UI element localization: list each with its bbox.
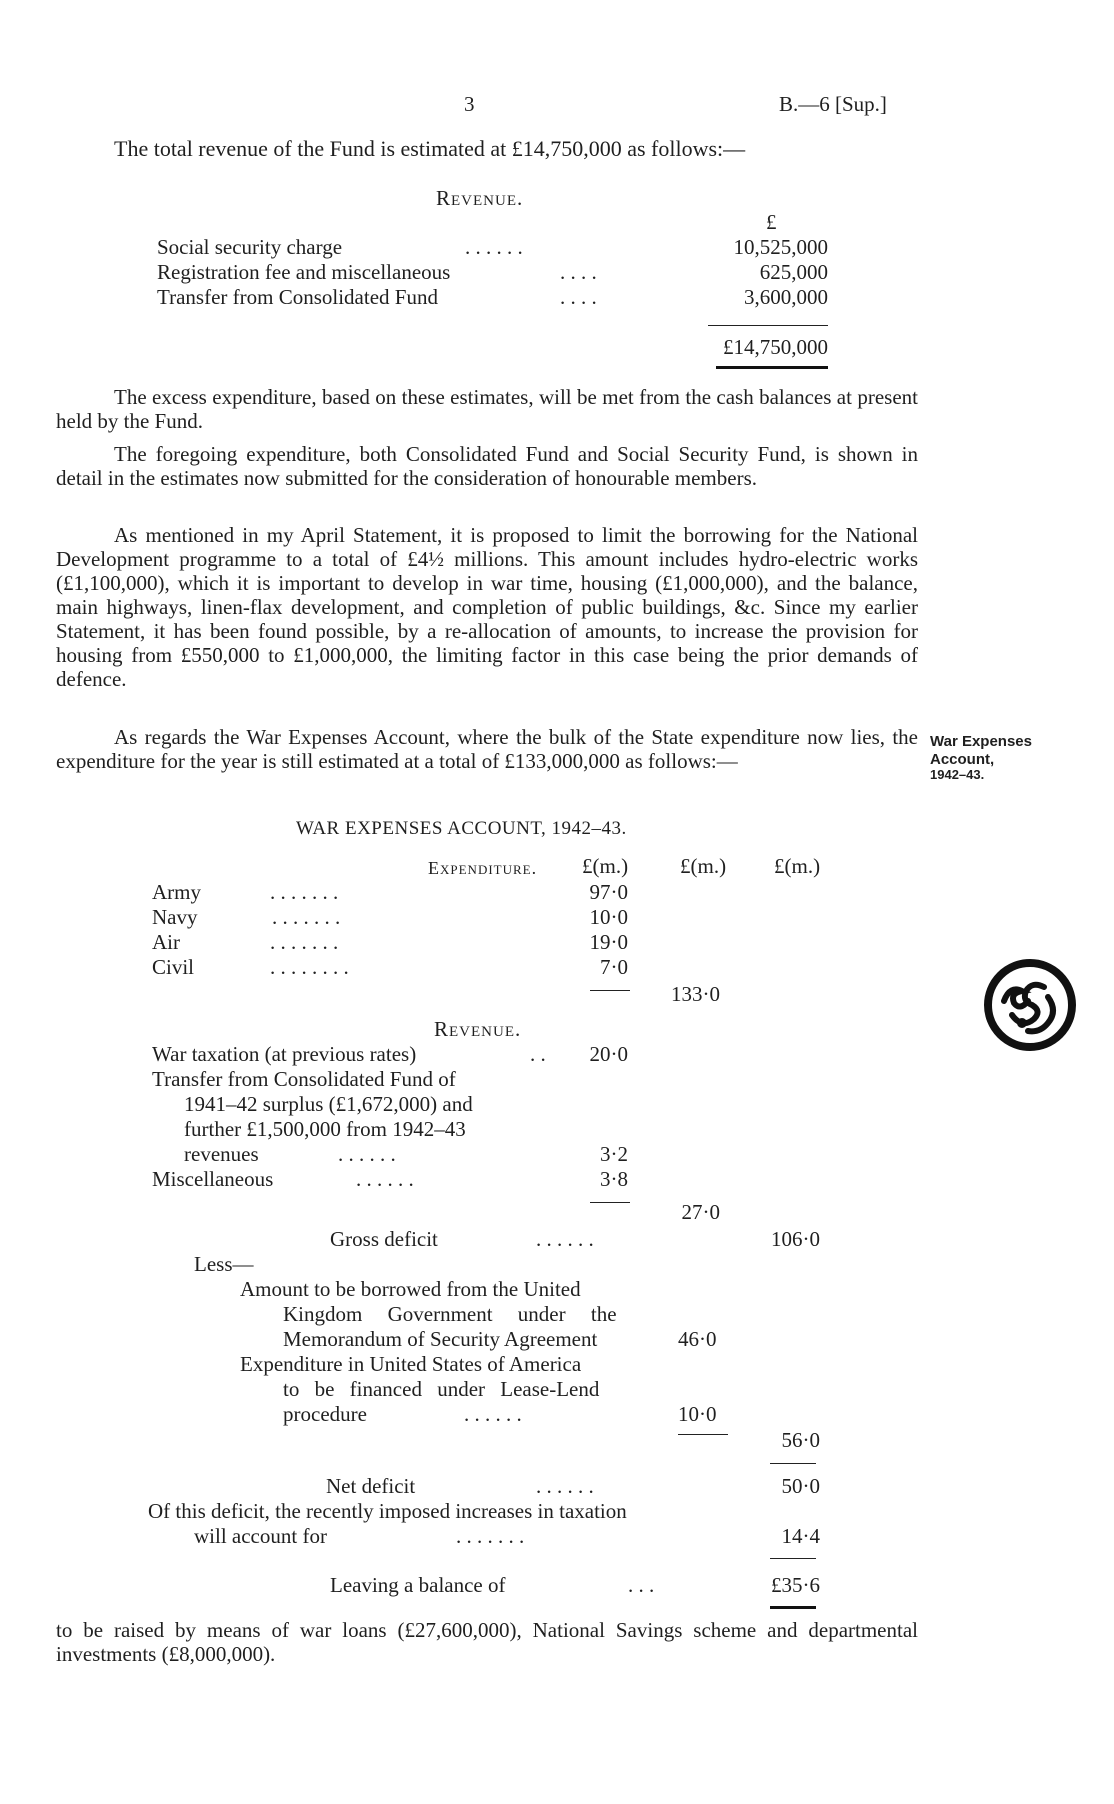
- net-deficit-label: Net deficit: [326, 1474, 416, 1498]
- revenue-value: 3·2: [600, 1142, 628, 1166]
- balance-rule: [770, 1606, 816, 1609]
- deficit-share-label: Of this deficit, the recently imposed increases in taxation: [148, 1499, 627, 1523]
- leader-dots: . . . . . .: [536, 1474, 594, 1498]
- margin-note-line: 1942–43.: [930, 767, 985, 782]
- war-revenue-heading: Revenue.: [434, 1017, 522, 1041]
- leader-dots: . . . . . . .: [270, 930, 339, 954]
- revenue-label: War taxation (at previous rates): [152, 1042, 417, 1066]
- expenditure-value: 19·0: [589, 930, 628, 954]
- leader-dots: . . . . . . .: [272, 905, 341, 929]
- deduction-label-continued: Kingdom Government under the: [283, 1302, 617, 1326]
- expenditure-value: 97·0: [589, 880, 628, 904]
- revenue-total-rule: [716, 366, 828, 369]
- deficit-share-rule: [770, 1558, 816, 1559]
- leader-dots: . . . . . . .: [270, 880, 339, 904]
- revenue-label: Transfer from Consolidated Fund of: [152, 1067, 456, 1091]
- less-label: Less—: [194, 1252, 254, 1276]
- paragraph-national-development: As mentioned in my April Statement, it is proposed to limit the borrowing for the National Development programme to a total of £4½ millions. This amount includes hydro-electric works (£1,100,000), which it is important to develop in war time, housing (£1,000,000), and the balance, main highways, linen-flax development, and completion of public buildings, &c. Since my earlier Statement, it has been found possible, by a re-allocation of amounts, to increase the provision for housing from £550,000 to £1,000,000, the limiting factor in this case being the prior demands of defence.: [56, 523, 918, 691]
- leader-dots: . .: [530, 1042, 546, 1066]
- revenue-row-label: Transfer from Consolidated Fund: [157, 285, 438, 309]
- paragraph-war-expenses: As regards the War Expenses Account, where the bulk of the State expenditure now lies, the expenditure for the year is still estimated at a total of £133,000,000 as follows:—: [56, 725, 918, 773]
- war-table-title: WAR EXPENSES ACCOUNT, 1942–43.: [296, 818, 627, 839]
- deficit-share-label-continued: will account for: [194, 1524, 327, 1548]
- revenue-subtotal-rule: [708, 325, 828, 326]
- expenditure-heading: Expenditure.: [428, 858, 538, 878]
- seal-emblem: [982, 957, 1078, 1053]
- revenue-label-continued: revenues: [184, 1142, 259, 1166]
- less-total: 56·0: [781, 1428, 820, 1452]
- leader-dots: . . . . . .: [356, 1167, 414, 1191]
- revenue-row-amount: 3,600,000: [744, 285, 828, 309]
- intro-line: The total revenue of the Fund is estimated at £14,750,000 as follows:—: [114, 136, 746, 161]
- expenditure-total: 133·0: [671, 982, 720, 1006]
- balance-label: Leaving a balance of: [330, 1573, 506, 1597]
- expenditure-label: Air: [152, 930, 180, 954]
- expenditure-value: 10·0: [589, 905, 628, 929]
- deduction-label-continued: procedure: [283, 1402, 367, 1426]
- less-total-rule: [770, 1463, 816, 1464]
- revenue-row-label: Registration fee and miscellaneous: [157, 260, 451, 284]
- revenue-row-leader: . . . .: [560, 285, 597, 309]
- leader-dots: . . . . . .: [536, 1227, 594, 1251]
- revenue-row-leader: . . . . . .: [465, 235, 523, 259]
- deduction-label: Expenditure in United States of America: [240, 1352, 582, 1376]
- deduction-label-continued: to be financed under Lease-Lend: [283, 1377, 600, 1401]
- balance-value: £35·6: [771, 1573, 820, 1597]
- expenditure-value: 7·0: [600, 955, 628, 979]
- deficit-share-value: 14·4: [781, 1524, 820, 1548]
- leader-dots: . . . . . .: [338, 1142, 396, 1166]
- paragraph-foregoing-expenditure: The foregoing expenditure, both Consolidated Fund and Social Security Fund, is shown in detail in the estimates now submitted for the consideration of honourable members.: [56, 442, 918, 490]
- paragraph-excess-expenditure: The excess expenditure, based on these estimates, will be met from the cash balances at present held by the Fund.: [56, 385, 918, 433]
- revenue-total-value: 27·0: [681, 1200, 720, 1224]
- margin-note: [930, 734, 1080, 781]
- net-deficit-value: 50·0: [781, 1474, 820, 1498]
- revenue-row-label: Social security charge: [157, 235, 343, 259]
- deduction-value: 46·0: [678, 1327, 717, 1351]
- revenue-heading: Revenue.: [436, 186, 524, 210]
- expenditure-rule: [590, 990, 630, 991]
- deduction-label-continued: Memorandum of Security Agreement: [283, 1327, 598, 1351]
- leader-dots: . . .: [628, 1573, 655, 1597]
- gross-deficit-label: Gross deficit: [330, 1227, 438, 1251]
- leader-dots: . . . . . .: [464, 1402, 522, 1426]
- column-header: £(m.): [582, 854, 629, 878]
- deduction-label: Amount to be borrowed from the United: [240, 1277, 581, 1301]
- revenue-label: Miscellaneous: [152, 1167, 274, 1191]
- revenue-row-amount: 625,000: [759, 260, 828, 284]
- closing-paragraph: to be raised by means of war loans (£27,600,000), National Savings scheme and departmental investments (£8,000,000).: [56, 1618, 918, 1666]
- column-header: £(m.): [680, 854, 727, 878]
- expenditure-label: Civil: [152, 955, 195, 979]
- revenue-value: 20·0: [589, 1042, 628, 1066]
- leader-dots: . . . . . . .: [456, 1524, 525, 1548]
- document-reference: B.—6 [Sup.]: [779, 92, 887, 116]
- gross-deficit-value: 106·0: [771, 1227, 820, 1251]
- revenue-label-continued: further £1,500,000 from 1942–43: [184, 1117, 466, 1141]
- leader-dots: . . . . . . . .: [270, 955, 349, 979]
- column-header: £(m.): [774, 854, 821, 878]
- revenue-value: 3·8: [600, 1167, 628, 1191]
- expenditure-label: Army: [152, 880, 201, 904]
- expenditure-label: Navy: [152, 905, 198, 929]
- revenue-total: £14,750,000: [723, 335, 828, 359]
- page-number: 3: [464, 92, 475, 116]
- revenue-row-leader: . . . .: [560, 260, 597, 284]
- currency-symbol: £: [766, 210, 777, 234]
- revenue-row-amount: 10,525,000: [733, 235, 828, 259]
- revenue-label-continued: 1941–42 surplus (£1,672,000) and: [184, 1092, 473, 1116]
- margin-note-line: War Expenses: [930, 733, 1032, 750]
- deduction-value: 10·0: [678, 1402, 717, 1426]
- deduction-rule: [678, 1434, 728, 1435]
- margin-note-line: Account,: [930, 751, 995, 768]
- revenue-rule: [590, 1202, 630, 1203]
